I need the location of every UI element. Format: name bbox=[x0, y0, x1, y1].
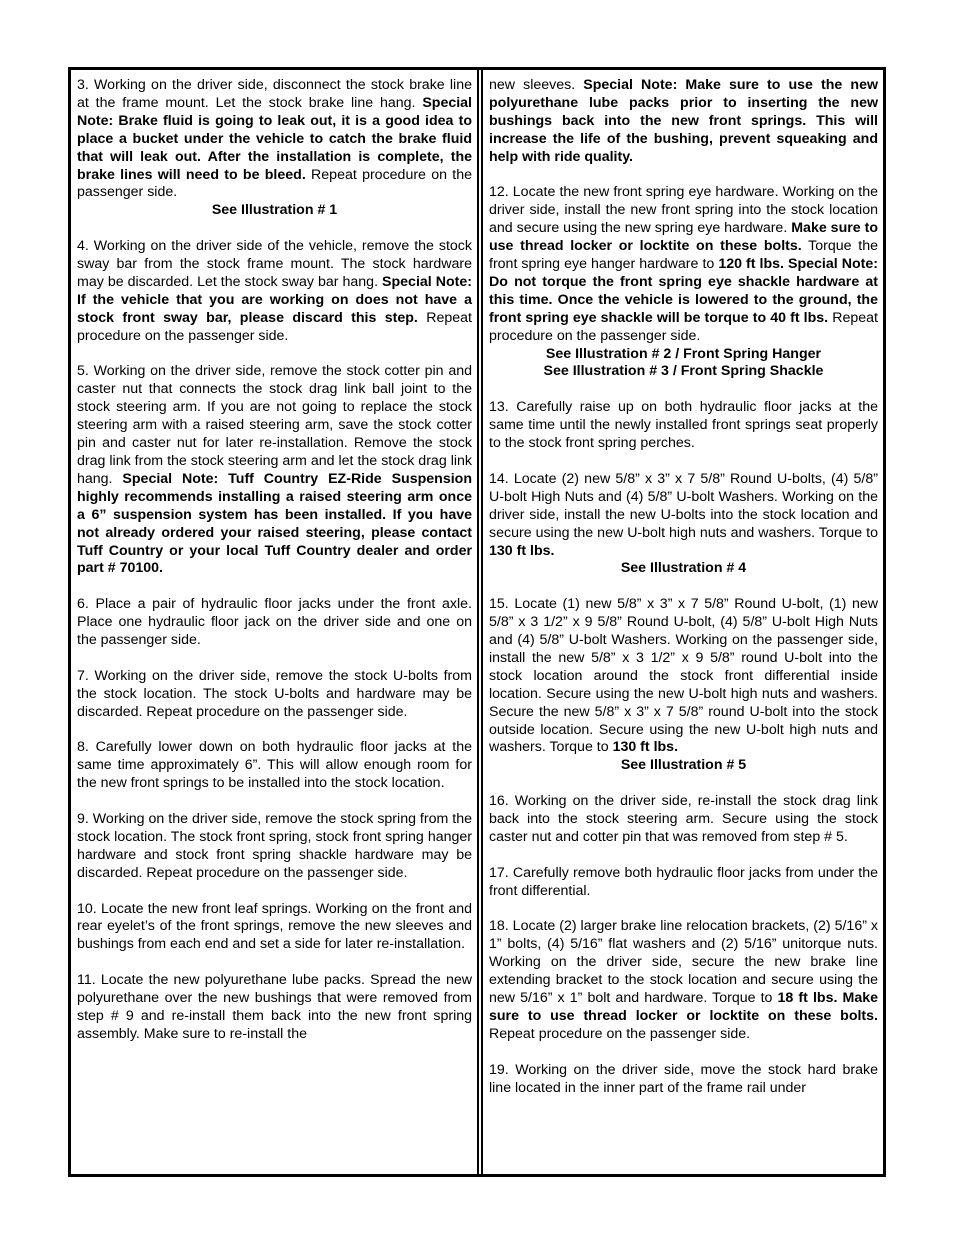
step-15-torque-value: 130 ft lbs. bbox=[612, 739, 679, 756]
step-18-repeat-text: Repeat procedure on the passenger side. bbox=[489, 1025, 751, 1042]
step-17: 17. Carefully remove both hydraulic floor jacks from under the front differential. bbox=[489, 864, 878, 899]
step-10: 10. Locate the new front leaf springs. Working on the front and rear eyelet’s of the front springs, remove the new sleeves and bushings from each end and set a side for later re-installation. bbox=[77, 900, 472, 953]
step-9: 9. Working on the driver side, remove the stock spring from the stock location. The stock front spring, stock front spring hanger hardware and stock front spring shackle hardware may be discarded. Repeat procedure on the passenger side. bbox=[77, 811, 472, 881]
illustration-5-reference: See Illustration # 5 bbox=[620, 757, 747, 774]
illustration-1-reference: See Illustration # 1 bbox=[211, 202, 338, 219]
step-14 bbox=[489, 471, 878, 578]
step-15-text: 15. Locate (1) new 5/8” x 3” x 7 5/8” Round U-bolt, (1) new 5/8” x 3 1/2” x 9 5/8” Round U-bolt, (4) 5/8” U-bolt High Nuts and (4) 5/8” U-bolt Washers. Working on the passenger side, install the new 5/8” x 3 1/2” x 9 5/8” round U-bolt into the stock location around the stock front differential inside location. Secure using the new U-bolt high nuts and washers. Secure the new 5/8” x 3” x 7 5/8” round U-bolt into the stock outside location. Secure using the new U-bolt high nuts and washers. Torque to bbox=[489, 596, 878, 756]
step-4-repeat-text: Repeat procedure on the passenger side. bbox=[77, 309, 472, 344]
step-11-continued-text: new sleeves. bbox=[489, 77, 584, 93]
step-5-text: 5. Working on the driver side, remove the stock cotter pin and caster nut that connects the stock drag link ball joint to the stock steering arm. If you are not going to replace the stock steering arm with a raised steering arm, save the stock cotter pin and caster nut for later re-installation. Remove the stock drag link from the stock steering arm and let the stock drag link hang. bbox=[77, 363, 472, 487]
step-12-thread-locker-note: Make sure to use thread locker or locktite on these bolts. bbox=[489, 220, 879, 255]
left-column bbox=[71, 70, 479, 1174]
instruction-frame bbox=[68, 67, 886, 1177]
step-18-torque-note: 18 ft lbs. Make sure to use thread locker or locktite on these bolts. bbox=[489, 990, 878, 1025]
step-11-continued bbox=[489, 77, 878, 167]
step-3 bbox=[77, 77, 472, 220]
step-4-text: 4. Working on the driver side of the vehicle, remove the stock sway bar from the stock frame mount. The stock hardware may be discarded. Let the stock sway bar hang. bbox=[77, 238, 472, 290]
step-7: 7. Working on the driver side, remove the stock U-bolts from the stock location. The stock U-bolts and hardware may be discarded. Repeat procedure on the passenger side. bbox=[77, 667, 472, 720]
step-3-repeat-text: Repeat procedure on the passenger side. bbox=[77, 166, 473, 201]
step-12-repeat-text: Repeat procedure on the passenger side. bbox=[489, 309, 878, 344]
step-12-special-note: 120 ft lbs. Special Note: Do not torque the front spring eye shackle hardware at this time. Once the vehicle is lowered to the ground, the front spring eye shackle will be torque to 40 ft lbs. bbox=[489, 256, 878, 326]
step-12 bbox=[489, 184, 878, 381]
step-11-special-note: Special Note: Make sure to use the new polyurethane lube packs prior to inserting the new bushings back into the new front springs. This will increase the life of the bushing, prevent squeaking and help with ride quality. bbox=[489, 77, 878, 165]
step-5 bbox=[77, 363, 472, 578]
step-19: 19. Working on the driver side, move the stock hard brake line located in the inner part of the frame rail under bbox=[489, 1061, 878, 1096]
step-14-text: 14. Locate (2) new 5/8” x 3” x 7 5/8” Round U-bolts, (4) 5/8” U-bolt High Nuts and (4) 5/8” U-bolt Washers. Working on the driver side, install the new U-bolts into the stock location and secure using the new U-bolt high nuts and washers. Torque to bbox=[489, 470, 878, 541]
illustration-2-reference: See Illustration # 2 / Front Spring Hanger bbox=[545, 345, 822, 362]
illustration-4-reference: See Illustration # 4 bbox=[620, 560, 747, 577]
right-column bbox=[481, 70, 883, 1174]
step-13: 13. Carefully raise up on both hydraulic floor jacks at the same time until the newly installed front springs seat properly to the stock front spring perches. bbox=[489, 399, 878, 452]
step-5-special-note: Special Note: Tuff Country EZ-Ride Suspension highly recommends installing a raised steering arm once a 6” suspension system has been installed. If you have not already ordered your raised steering, please contact Tuff Country or your local Tuff Country dealer and order part # 70100. bbox=[77, 470, 472, 577]
step-11: 11. Locate the new polyurethane lube packs. Spread the new polyurethane over the new bushings that were removed from step # 9 and re-install them back into the new front spring assembly. Make sure to re-install the bbox=[77, 972, 472, 1042]
step-4-special-note: Special Note: If the vehicle that you are working on does not have a stock front sway bar, please discard this step. bbox=[77, 273, 472, 326]
step-6: 6. Place a pair of hydraulic floor jacks under the front axle. Place one hydraulic floor jack on the driver side and one on the passenger side. bbox=[77, 596, 472, 649]
step-18 bbox=[489, 918, 878, 1043]
step-14-torque-value: 130 ft lbs. bbox=[489, 542, 555, 559]
step-4 bbox=[77, 238, 472, 345]
step-18-text: 18. Locate (2) larger brake line relocation brackets, (2) 5/16” x 1” bolts, (4) 5/16” flat washers and (2) 5/16” unitorque nuts. Working on the driver side, secure the new brake line extending bracket to the stock location and secure using the new 5/16” x 1” bolt and hardware. Torque to bbox=[489, 918, 878, 1007]
step-12-text: 12. Locate the new front spring eye hardware. Working on the driver side, install the new front spring into the stock location and secure using the new spring eye hardware. bbox=[489, 184, 878, 237]
step-8: 8. Carefully lower down on both hydraulic floor jacks at the same time approximately 6”. This will allow enough room for the new front springs to be installed into the stock location. bbox=[77, 739, 472, 792]
step-15 bbox=[489, 596, 878, 775]
illustration-3-reference: See Illustration # 3 / Front Spring Shackle bbox=[543, 363, 824, 380]
step-3-special-note: Special Note: Brake fluid is going to leak out, it is a good idea to place a bucket under the vehicle to catch the brake fluid that will leak out. After the installation is complete, the brake lines will need to be bleed. bbox=[77, 94, 472, 183]
step-3-text: 3. Working on the driver side, disconnect the stock brake line at the frame mount. Let the stock brake line hang. bbox=[77, 77, 472, 111]
step-16: 16. Working on the driver side, re-install the stock drag link back into the stock steering arm. Secure using the stock caster nut and cotter pin that was removed from step # 5. bbox=[489, 793, 878, 845]
step-12-torque-text: Torque the front spring eye hanger hardware to bbox=[489, 238, 878, 273]
